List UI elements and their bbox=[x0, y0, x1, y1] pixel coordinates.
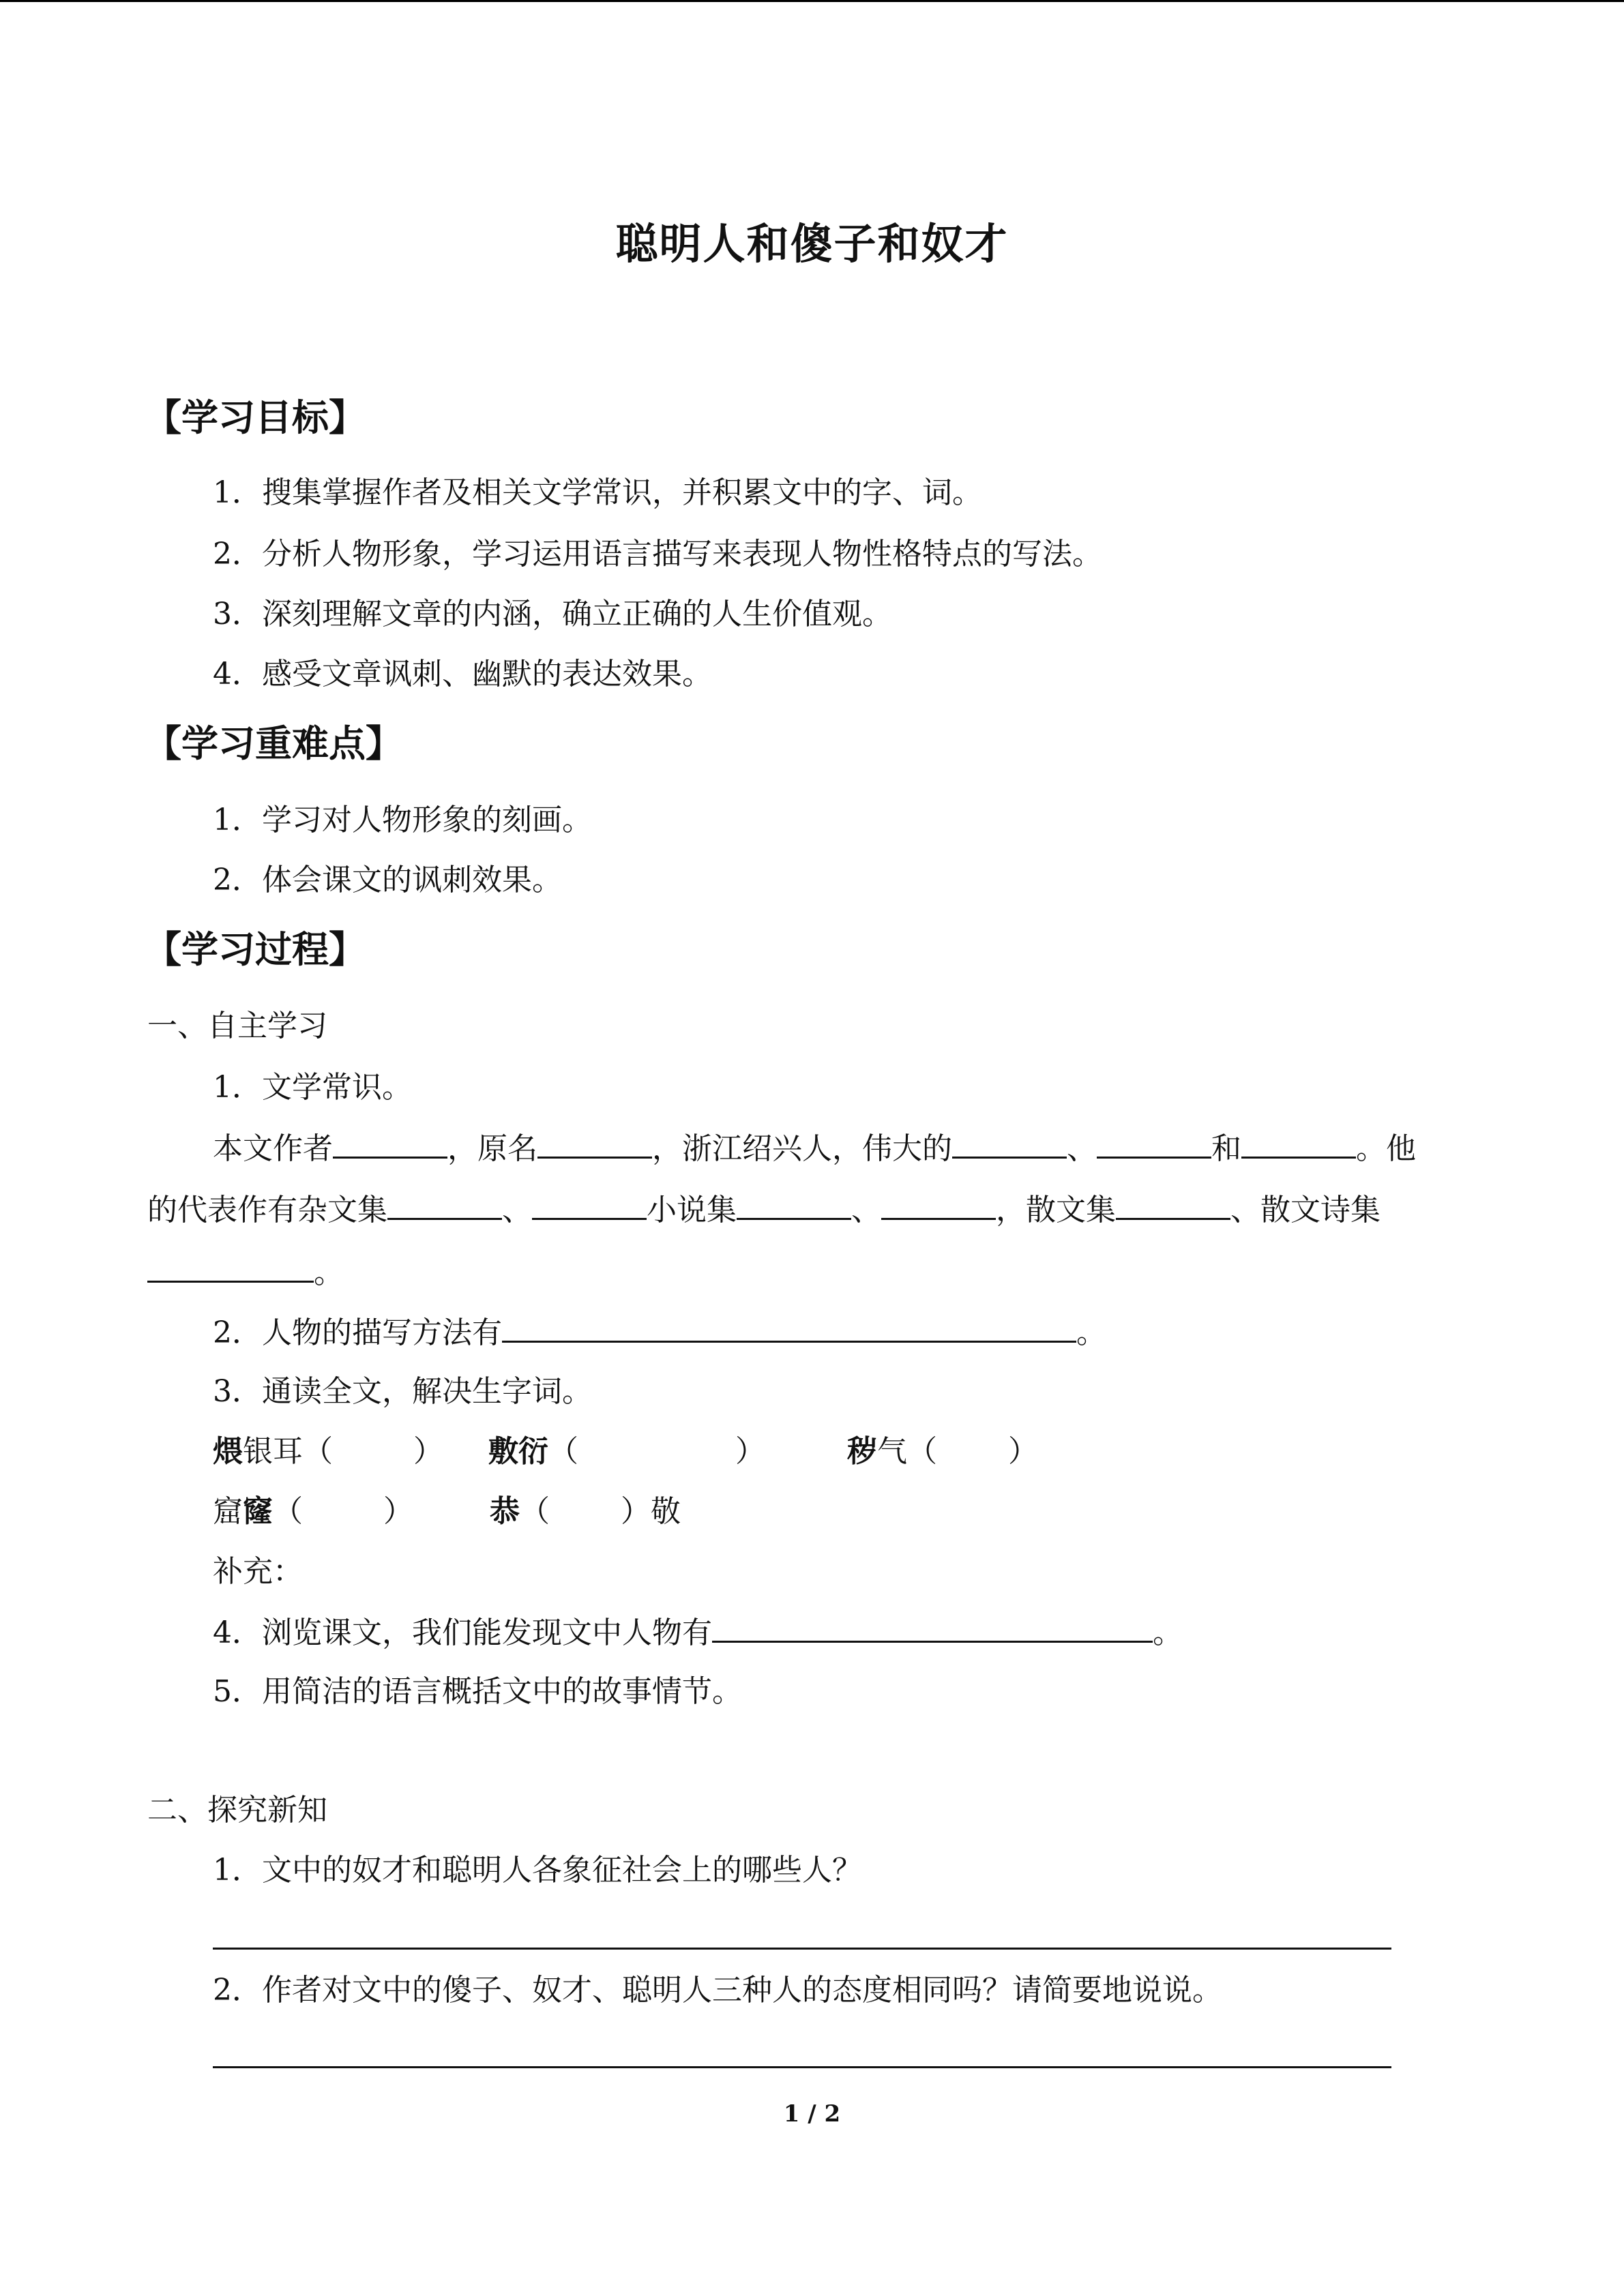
part1-question-2: 2．人物的描写方法有 。 bbox=[213, 1312, 1106, 1353]
answer-blank[interactable] bbox=[737, 1189, 851, 1220]
page-number: 1 / 2 bbox=[783, 2100, 841, 2128]
key-item-2: 2．体会课文的讽刺效果。 bbox=[213, 863, 562, 897]
goal-item-3: 3．深刻理解文章的内涵，确立正确的人生价值观。 bbox=[213, 597, 892, 631]
answer-blank[interactable] bbox=[712, 1612, 1153, 1643]
vocab-row-2: 窟窿（ ） 恭（ ）敬 bbox=[213, 1494, 681, 1529]
goal-item-1: 1．搜集掌握作者及相关文学常识，并积累文中的字、词。 bbox=[213, 475, 982, 510]
section-heading-process: 【学习过程】 bbox=[145, 928, 366, 971]
goal-item-2: 2．分析人物形象，学习运用语言描写来表现人物性格特点的写法。 bbox=[213, 537, 1102, 571]
fill-in-line-3: 。 bbox=[147, 1252, 344, 1293]
answer-blank[interactable] bbox=[1097, 1128, 1211, 1159]
page-title: 聪明人和傻子和奴才 bbox=[615, 219, 1009, 269]
part2-question-2: 2．作者对文中的傻子、奴才、聪明人三种人的态度相同吗？请简要地说说。 bbox=[213, 1973, 1222, 2008]
fill-in-line-1: 本文作者 ，原名 ，浙江绍兴人，伟大的 、 和 。他 bbox=[213, 1128, 1416, 1169]
answer-blank[interactable] bbox=[502, 1312, 1076, 1343]
answer-blank[interactable] bbox=[333, 1128, 447, 1159]
goal-item-4: 4．感受文章讽刺、幽默的表达效果。 bbox=[213, 657, 712, 691]
part1-question-1: 1．文学常识。 bbox=[213, 1070, 412, 1105]
answer-blank[interactable] bbox=[1241, 1128, 1356, 1159]
answer-line[interactable] bbox=[213, 1948, 1391, 1950]
answer-blank[interactable] bbox=[537, 1128, 652, 1159]
page-top-border bbox=[0, 0, 1624, 2]
answer-line[interactable] bbox=[213, 2066, 1391, 2068]
part1-question-3: 3．通读全文，解决生字词。 bbox=[213, 1374, 592, 1409]
part1-question-4: 4．浏览课文，我们能发现文中人物有 。 bbox=[213, 1612, 1183, 1653]
answer-blank[interactable] bbox=[532, 1189, 647, 1220]
supplement-label: 补充： bbox=[213, 1554, 303, 1589]
answer-blank[interactable] bbox=[387, 1189, 502, 1220]
part2-question-1: 1．文中的奴才和聪明人各象征社会上的哪些人？ bbox=[213, 1853, 862, 1888]
answer-blank[interactable] bbox=[881, 1189, 996, 1220]
answer-blank[interactable] bbox=[952, 1128, 1067, 1159]
fill-in-line-2: 的代表作有杂文集 、 小说集 、 ，散文集 、散文诗集 bbox=[147, 1189, 1381, 1230]
key-item-1: 1．学习对人物形象的刻画。 bbox=[213, 803, 592, 837]
part2-heading: 二、探究新知 bbox=[147, 1793, 327, 1828]
section-heading-key-points: 【学习重难点】 bbox=[145, 722, 402, 765]
section-heading-goals: 【学习目标】 bbox=[145, 396, 366, 439]
answer-blank[interactable] bbox=[1116, 1189, 1230, 1220]
vocab-row-1: 煨银耳（ ） 敷衍（ ） 秽气（ ） bbox=[213, 1434, 1038, 1469]
part1-question-5: 5．用简洁的语言概括文中的故事情节。 bbox=[213, 1674, 742, 1709]
answer-blank[interactable] bbox=[147, 1252, 314, 1283]
part1-heading: 一、自主学习 bbox=[147, 1009, 327, 1043]
